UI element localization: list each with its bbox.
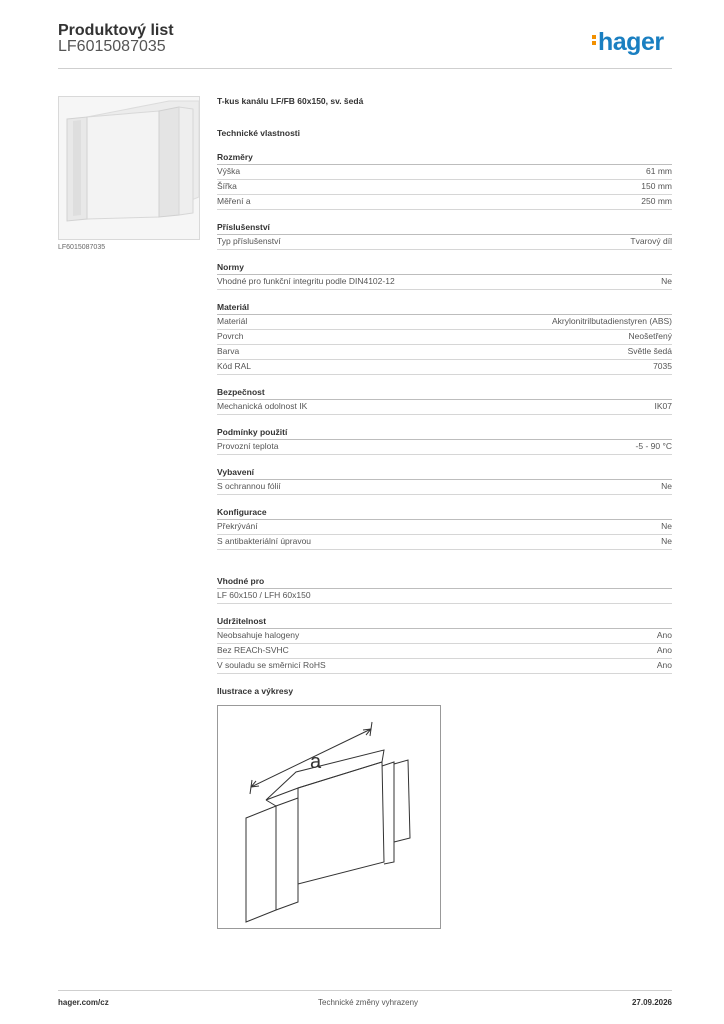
document-title: Produktový list	[58, 22, 174, 39]
spec-label: Povrch	[217, 331, 244, 341]
spec-row	[217, 165, 672, 180]
spec-row	[217, 275, 672, 290]
technical-drawing	[217, 705, 441, 929]
drawing-icon	[218, 706, 440, 928]
spec-section	[217, 387, 672, 415]
spec-label: Překrývání	[217, 521, 258, 531]
spec-label: Materiál	[217, 316, 248, 326]
spec-value: Ano	[656, 645, 672, 655]
drawings-title: Ilustrace a výkresy	[217, 686, 294, 696]
logo-text: hager	[598, 28, 664, 56]
spec-value: 250 mm	[641, 196, 672, 206]
spec-value: 61 mm	[646, 166, 672, 176]
product-name: T-kus kanálu LF/FB 60x150, sv. šedá	[217, 96, 364, 106]
spec-label: Kód RAL	[217, 361, 252, 371]
spec-label: Typ příslušenství	[217, 236, 281, 246]
section-title: Podmínky použití	[217, 427, 672, 440]
spec-label: Měření a	[217, 196, 251, 206]
spec-value: Ne	[661, 481, 672, 491]
spec-value: -5 - 90 °C	[635, 441, 672, 451]
section-title: Vybavení	[217, 467, 672, 480]
spec-value: 150 mm	[641, 181, 672, 191]
footer-divider	[58, 990, 672, 991]
spec-value: IK07	[654, 401, 672, 411]
spec-row	[217, 360, 672, 375]
spec-row	[217, 589, 672, 604]
spec-row	[217, 520, 672, 535]
section-title: Konfigurace	[217, 507, 672, 520]
header-divider	[58, 68, 672, 69]
spec-row	[217, 629, 672, 644]
footer-website[interactable]: hager.com/cz	[58, 998, 109, 1007]
footer-date: 27.09.2026	[631, 998, 672, 1007]
spec-value: Světle šedá	[627, 346, 672, 356]
spec-row	[217, 535, 672, 550]
spec-section	[217, 507, 672, 550]
section-title: Udržitelnost	[217, 616, 672, 629]
spec-label: Barva	[217, 346, 240, 356]
spec-sections	[217, 152, 672, 674]
spec-section	[217, 152, 672, 210]
section-title: Příslušenství	[217, 222, 672, 235]
dimension-a-label: a	[310, 751, 322, 773]
spec-section	[217, 616, 672, 674]
spec-section	[217, 222, 672, 250]
product-photo-icon	[59, 97, 199, 239]
logo-dots-icon	[592, 33, 597, 47]
spec-row	[217, 330, 672, 345]
spec-label: S antibakteriální úpravou	[217, 536, 312, 546]
specifications	[217, 96, 672, 702]
spec-label: Mechanická odolnost IK	[217, 401, 308, 411]
spec-label: LF 60x150 / LFH 60x150	[217, 590, 311, 600]
spec-value: Ne	[661, 536, 672, 546]
article-number: LF6015087035	[58, 38, 166, 55]
spec-value: Ne	[661, 276, 672, 286]
spec-row	[217, 400, 672, 415]
spec-row	[217, 315, 672, 330]
spec-label: S ochrannou fólií	[217, 481, 281, 491]
spec-value: Akrylonitrilbutadienstyren (ABS)	[552, 316, 672, 326]
product-image	[58, 96, 200, 240]
spec-row	[217, 659, 672, 674]
image-caption: LF6015087035	[58, 244, 106, 251]
spec-value: Tvarový díl	[630, 236, 672, 246]
spec-label: V souladu se směrnicí RoHS	[217, 660, 326, 670]
spec-section	[217, 467, 672, 495]
spec-value: 7035	[653, 361, 672, 371]
spec-label: Provozní teplota	[217, 441, 279, 451]
spec-row	[217, 180, 672, 195]
section-title: Materiál	[217, 302, 672, 315]
technical-properties-title: Technické vlastnosti	[217, 128, 300, 138]
spec-label: Výška	[217, 166, 241, 176]
footer-note: Technické změny vyhrazeny	[318, 998, 419, 1007]
section-title: Bezpečnost	[217, 387, 672, 400]
spec-section	[217, 576, 672, 604]
section-title: Rozměry	[217, 152, 672, 165]
spec-row	[217, 440, 672, 455]
spec-label: Neobsahuje halogeny	[217, 630, 300, 640]
spec-row	[217, 644, 672, 659]
spec-value: Neošetřený	[628, 331, 672, 341]
section-title: Normy	[217, 262, 672, 275]
spec-row	[217, 480, 672, 495]
spec-section	[217, 302, 672, 375]
spec-value: Ano	[656, 630, 672, 640]
spec-label: Šířka	[217, 181, 237, 191]
spec-row	[217, 195, 672, 210]
section-title: Vhodné pro	[217, 576, 672, 589]
hager-logo[interactable]	[592, 28, 664, 57]
spec-label: Vhodné pro funkční integritu podle DIN4102-12	[217, 276, 395, 286]
spec-value: Ne	[661, 521, 672, 531]
spec-section	[217, 427, 672, 455]
spec-label: Bez REACh-SVHC	[217, 645, 289, 655]
spec-section	[217, 262, 672, 290]
spec-row	[217, 345, 672, 360]
spec-value: Ano	[656, 660, 672, 670]
spec-row	[217, 235, 672, 250]
